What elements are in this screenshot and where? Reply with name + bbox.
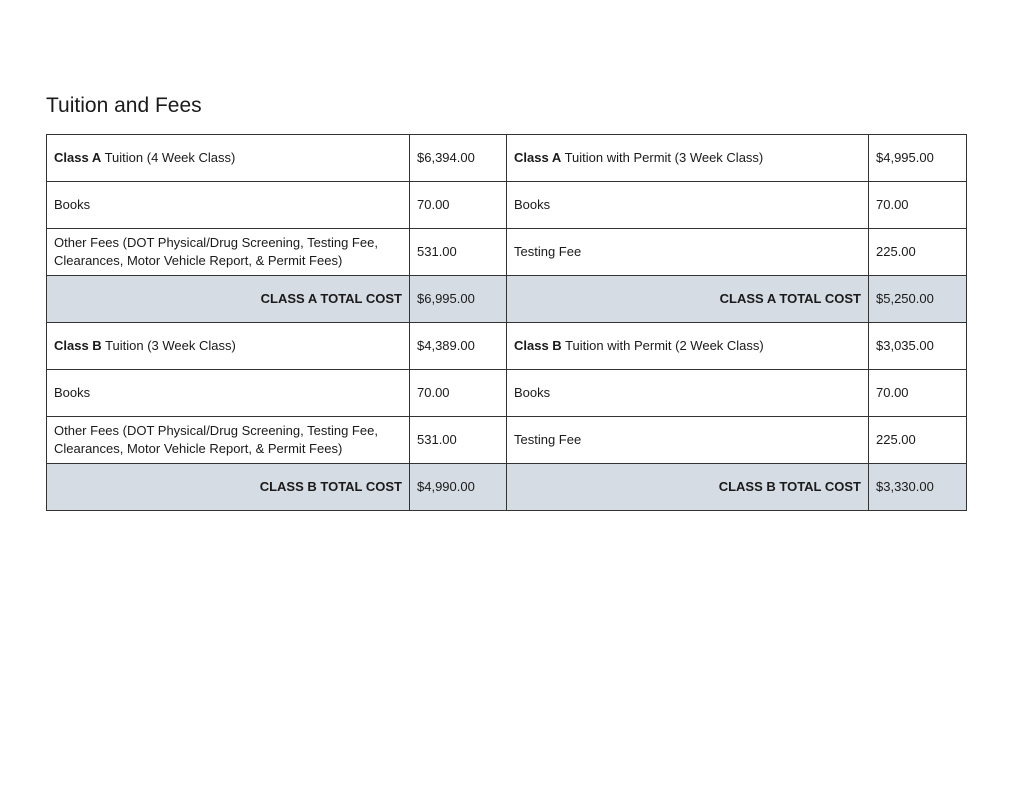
other-fees-line2: Clearances, Motor Vehicle Report, & Permit Fees) (54, 441, 343, 456)
class-a-permit-total-amount: $5,250.00 (869, 276, 967, 323)
class-b-permit-tuition-amount: $3,035.00 (869, 323, 967, 370)
books-amount: 70.00 (869, 370, 967, 417)
testing-fee-label: Testing Fee (507, 229, 869, 276)
class-label: Class A (514, 150, 562, 165)
tuition-desc: Tuition (3 Week Class) (101, 338, 236, 353)
table-row (47, 182, 967, 229)
class-b-total-amount: $4,990.00 (410, 464, 507, 511)
other-fees-amount: 531.00 (410, 417, 507, 464)
class-b-permit-tuition-label (507, 323, 869, 370)
page-title: Tuition and Fees (46, 94, 202, 117)
other-fees-label (47, 229, 410, 276)
tuition-desc: Tuition with Permit (3 Week Class) (561, 150, 764, 165)
tuition-fees-table (46, 134, 967, 511)
table-row (47, 135, 967, 182)
tuition-desc: Tuition with Permit (2 Week Class) (561, 338, 764, 353)
other-fees-line2: Clearances, Motor Vehicle Report, & Permit Fees) (54, 253, 343, 268)
class-a-tuition-label (47, 135, 410, 182)
class-a-permit-tuition-amount: $4,995.00 (869, 135, 967, 182)
class-a-tuition-amount: $6,394.00 (410, 135, 507, 182)
class-a-total-label: CLASS A TOTAL COST (47, 276, 410, 323)
other-fees-line1: Other Fees (DOT Physical/Drug Screening, Testing Fee, (54, 423, 378, 438)
books-label: Books (507, 182, 869, 229)
class-a-permit-total-label: CLASS A TOTAL COST (507, 276, 869, 323)
class-label: Class B (514, 338, 562, 353)
other-fees-label (47, 417, 410, 464)
class-b-permit-total-amount: $3,330.00 (869, 464, 967, 511)
class-a-total-amount: $6,995.00 (410, 276, 507, 323)
class-b-permit-total-label: CLASS B TOTAL COST (507, 464, 869, 511)
class-b-tuition-amount: $4,389.00 (410, 323, 507, 370)
testing-fee-amount: 225.00 (869, 229, 967, 276)
class-label: Class B (54, 338, 102, 353)
table-row (47, 417, 967, 464)
books-label: Books (47, 182, 410, 229)
class-a-permit-tuition-label (507, 135, 869, 182)
class-b-total-label: CLASS B TOTAL COST (47, 464, 410, 511)
books-amount: 70.00 (410, 370, 507, 417)
books-label: Books (507, 370, 869, 417)
table-row-total (47, 464, 967, 511)
other-fees-line1: Other Fees (DOT Physical/Drug Screening, Testing Fee, (54, 235, 378, 250)
other-fees-amount: 531.00 (410, 229, 507, 276)
table-row (47, 229, 967, 276)
class-b-tuition-label (47, 323, 410, 370)
tuition-desc: Tuition (4 Week Class) (101, 150, 236, 165)
table-row (47, 370, 967, 417)
table-row-total (47, 276, 967, 323)
books-label: Books (47, 370, 410, 417)
testing-fee-amount: 225.00 (869, 417, 967, 464)
books-amount: 70.00 (410, 182, 507, 229)
testing-fee-label: Testing Fee (507, 417, 869, 464)
table-row (47, 323, 967, 370)
class-label: Class A (54, 150, 102, 165)
books-amount: 70.00 (869, 182, 967, 229)
